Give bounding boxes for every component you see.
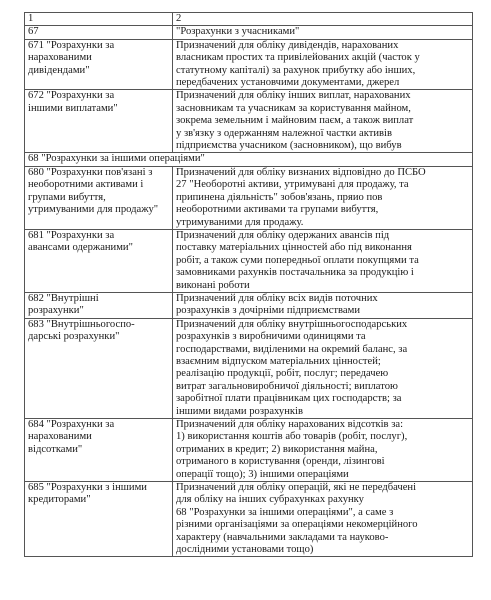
desc-line: характеру (навчальними закладами та науково- <box>176 531 389 543</box>
name-line: кредиторами" <box>28 494 91 506</box>
subaccount-description <box>173 90 473 153</box>
desc-line: взаємним відпуском матеріальних цінностей; <box>176 355 381 367</box>
name-line: утримуваними для продажу" <box>28 204 159 216</box>
column-numbers-row <box>25 13 473 26</box>
desc-line: утримуваними для продажу. <box>176 216 304 228</box>
name-line: 683 "Внутрішньогоспо- <box>28 318 135 330</box>
subaccount-682-row <box>25 292 473 318</box>
desc-line: виконані роботи <box>176 279 250 291</box>
account-67-title: "Розрахунки з учасниками" <box>173 26 473 39</box>
desc-line: Призначений для обліку інших виплат, нарахованих <box>176 90 411 102</box>
name-line: 680 "Розрахунки пов'язані з <box>28 166 153 178</box>
subaccount-name <box>25 419 173 482</box>
column-number-1: 1 <box>25 13 173 26</box>
desc-line: іншими видами розрахунків <box>176 405 303 417</box>
accounts-table <box>24 12 473 557</box>
desc-line: припинена діяльність" зобов'язань, пряио пов <box>176 191 383 203</box>
desc-line: у зв'язку з одержанням належної частки активів <box>176 127 392 139</box>
name-line: іншими виплатами" <box>28 102 118 114</box>
subaccount-name <box>25 318 173 418</box>
name-line: 685 "Розрахунки з іншими <box>28 482 147 494</box>
name-line: дивідендами" <box>28 64 90 76</box>
name-line: 682 "Внутрішні <box>28 292 99 304</box>
desc-line: 27 "Необоротні активи, утримувані для продажу, та <box>176 179 409 191</box>
desc-line: поставку матеріальних цінностей або під виконання <box>176 242 412 254</box>
subaccount-description <box>173 318 473 418</box>
desc-line: для обліку на інших субрахунках рахунку <box>176 494 364 506</box>
name-line: нарахованими <box>28 52 92 64</box>
desc-line: Призначений для обліку одержаних авансів під <box>176 229 390 241</box>
subaccount-name <box>25 229 173 292</box>
subaccount-description <box>173 229 473 292</box>
desc-line: Призначений для обліку всіх видів поточних <box>176 292 378 304</box>
subaccount-684-row <box>25 419 473 482</box>
desc-line: Призначений для обліку дивідендів, нарахованих <box>176 39 399 51</box>
name-line: авансами одержаними" <box>28 242 133 254</box>
name-line: розрахунки" <box>28 305 84 317</box>
name-line: групами вибуття, <box>28 191 106 203</box>
desc-line: необоротними активами та групами вибуття, <box>176 204 379 216</box>
subaccount-description <box>173 292 473 318</box>
subaccount-683-row <box>25 318 473 418</box>
desc-line: отриманого в користування (оренди, лізингові <box>176 456 385 468</box>
desc-line: передбачених установчими документами, джерел <box>176 77 400 89</box>
subaccount-name <box>25 292 173 318</box>
subaccount-description <box>173 482 473 557</box>
desc-line: 68 "Розрахунки за іншими операціями", а саме з <box>176 506 394 518</box>
subaccount-description <box>173 419 473 482</box>
desc-line: робіт, а також суми попередньої оплати покупцями та <box>176 254 419 266</box>
desc-line: статутному капіталі) за рахунок прибутку або інших, <box>176 64 416 76</box>
desc-line: 1) використання коштів або товарів (робіт, послуг), <box>176 431 408 443</box>
desc-line: засновникам та учасникам за користування майном, <box>176 102 411 114</box>
desc-line: Призначений для обліку нарахованих відсотків за: <box>176 419 404 430</box>
desc-line: різними організаціями за операціями некомерційного <box>176 519 418 531</box>
desc-line: зокрема земельним і майновим паєм, а також виплат <box>176 115 414 127</box>
subaccount-name <box>25 482 173 557</box>
desc-line: операції тощо); 3) іншими операціями <box>176 468 349 480</box>
subaccount-name <box>25 39 173 90</box>
subaccount-671-row <box>25 39 473 90</box>
account-67-row <box>25 26 473 39</box>
name-line: нарахованими <box>28 431 92 443</box>
desc-line: отриманих в кредит; 2) використання майна, <box>176 443 378 455</box>
account-67-code: 67 <box>25 26 173 39</box>
account-68-row <box>25 153 473 166</box>
desc-line: розрахунків з дочірніми підприємствами <box>176 305 360 317</box>
desc-line: Призначений для обліку визнаних відповідно до ПСБО <box>176 166 426 178</box>
desc-line: господарствами, виділеними на окремий баланс, за <box>176 343 408 355</box>
subaccount-description <box>173 39 473 90</box>
subaccount-name <box>25 90 173 153</box>
name-line: необоротними активами і <box>28 179 144 191</box>
subaccount-685-row <box>25 482 473 557</box>
name-line: дарські розрахунки" <box>28 331 120 343</box>
desc-line: Призначений для обліку операцій, які не передбачені <box>176 482 417 494</box>
name-line: 684 "Розрахунки за <box>28 419 115 430</box>
name-line: 681 "Розрахунки за <box>28 229 115 241</box>
name-line: 672 "Розрахунки за <box>28 90 115 102</box>
desc-line: розрахунків з виробничими одиницями та <box>176 331 366 343</box>
desc-line: Призначений для обліку внутрішньогосподарських <box>176 318 408 330</box>
name-line: 671 "Розрахунки за <box>28 39 115 51</box>
desc-line: замовниками рахунків постачальника за продукцію і <box>176 267 414 279</box>
desc-line: витрат загальновиробничої діяльності; виплатою <box>176 380 398 392</box>
column-number-2: 2 <box>173 13 473 26</box>
desc-line: дослідними установами тощо) <box>176 544 314 556</box>
subaccount-680-row <box>25 166 473 229</box>
subaccount-681-row <box>25 229 473 292</box>
subaccount-description <box>173 166 473 229</box>
desc-line: підприємства учасником (засновником), що вибув <box>176 140 402 152</box>
account-68-title: 68 "Розрахунки за іншими операціями" <box>25 153 473 166</box>
name-line: відсотками" <box>28 443 83 455</box>
subaccount-672-row <box>25 90 473 153</box>
desc-line: заробітної плати працівникам цих господарств; за <box>176 393 402 405</box>
desc-line: власникам простих та привілейованих акцій (часток у <box>176 52 420 64</box>
desc-line: реалізацію продукції, робіт, послуг; передачею <box>176 368 389 380</box>
subaccount-name <box>25 166 173 229</box>
